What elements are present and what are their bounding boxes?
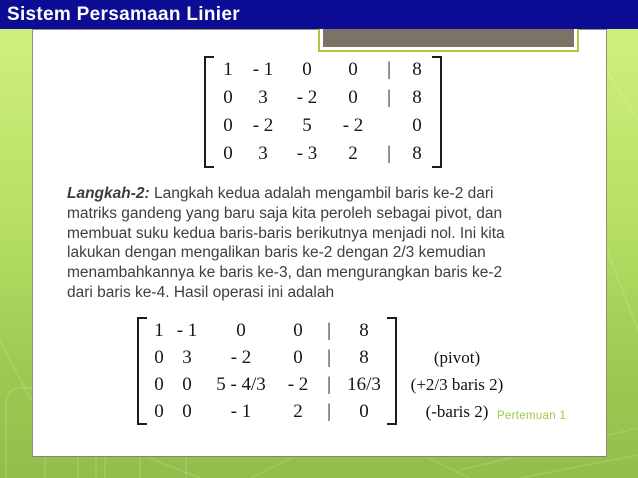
matrix-cell: 8 — [359, 346, 369, 368]
matrix-cell: 3 — [258, 143, 268, 164]
paragraph-line: menambahkannya ke baris ke-3, dan mengurangkan baris ke-2 — [67, 264, 503, 282]
matrix-cell: 2 — [293, 400, 303, 422]
matrix-cell: 5 - 4/3 — [216, 373, 266, 395]
paragraph-text: Langkah kedua adalah mengambil baris ke-2 dari — [149, 185, 494, 202]
matrix-cell: 8 — [412, 143, 422, 164]
matrix-left-bracket — [137, 317, 147, 425]
paragraph-line: matriks gandeng yang baru saja kita peroleh sebagai pivot, dan — [67, 204, 503, 222]
matrix-cell: 0 — [223, 87, 233, 108]
matrix-cell: - 2 — [287, 373, 309, 395]
matrix-augment-separator: | — [327, 346, 331, 368]
matrix-cell: 16/3 — [347, 373, 381, 395]
matrix-cell: 8 — [412, 59, 422, 80]
matrix-augment-separator: | — [327, 373, 331, 395]
matrix-cell: 0 — [154, 346, 164, 368]
row-operation-annotations — [382, 317, 532, 425]
matrix-right-bracket — [432, 56, 442, 168]
matrix-cell: 5 — [302, 115, 312, 136]
matrix-cell: 0 — [359, 400, 369, 422]
matrix-cell: 2 — [348, 143, 358, 164]
paragraph-line: lakukan dengan mengalikan baris ke-2 dengan 2/3 kemudian — [67, 244, 486, 262]
paragraph-line: dari baris ke-4. Hasil operasi ini adalah — [67, 283, 335, 301]
step-label: Langkah-2: — [67, 185, 150, 202]
matrix-cell: - 3 — [296, 143, 318, 164]
matrix-cell: 0 — [154, 373, 164, 395]
matrix-cell: 0 — [348, 59, 358, 80]
matrix-cell: 0 — [302, 59, 312, 80]
matrix-cell: 0 — [223, 115, 233, 136]
matrix-cell: 0 — [348, 87, 358, 108]
slide-title-bar — [0, 0, 638, 29]
matrix-cell: - 2 — [342, 115, 364, 136]
matrix-cell: - 1 — [230, 400, 252, 422]
matrix-grid — [147, 317, 387, 425]
augmented-matrix-1 — [204, 56, 442, 168]
matrix-augment-separator: | — [387, 87, 391, 108]
matrix-cell: 0 — [293, 319, 303, 341]
annotation-row4-operation: (-baris 2) — [425, 402, 489, 421]
picture-placeholder-box — [318, 29, 579, 52]
matrix-cell: 8 — [412, 87, 422, 108]
augmented-matrix-2 — [137, 317, 397, 425]
matrix-left-bracket — [204, 56, 214, 168]
matrix-cell: - 2 — [296, 87, 318, 108]
matrix-cell: 3 — [258, 87, 268, 108]
matrix-cell: - 1 — [252, 59, 274, 80]
annotation-pivot: (pivot) — [433, 348, 481, 367]
matrix-cell: - 1 — [176, 319, 198, 341]
matrix-augment-separator: | — [327, 400, 331, 422]
matrix-augment-separator: | — [387, 143, 391, 164]
matrix-cell: 0 — [223, 143, 233, 164]
matrix-cell: 0 — [293, 346, 303, 368]
annotation-row3-operation: (+2/3 baris 2) — [410, 375, 504, 394]
matrix-augment-separator: | — [387, 59, 391, 80]
matrix-cell: 3 — [182, 346, 192, 368]
matrix-cell: 8 — [359, 319, 369, 341]
paragraph-line — [67, 184, 579, 204]
annotation-spacer — [382, 317, 532, 344]
matrix-cell: 0 — [154, 400, 164, 422]
matrix-cell: 1 — [223, 59, 233, 80]
slide-title: Sistem Persamaan Linier — [7, 3, 240, 25]
matrix-cell: - 2 — [252, 115, 274, 136]
picture-placeholder-fill — [323, 29, 574, 47]
matrix-augment-separator: | — [327, 319, 331, 341]
step-description — [67, 184, 579, 303]
matrix-grid — [214, 56, 432, 168]
paragraph-line: membuat suku kedua baris-baris berikutnya menjadi nol. Ini kita — [67, 224, 505, 242]
matrix-cell: 0 — [182, 400, 192, 422]
matrix-cell: 0 — [236, 319, 246, 341]
matrix-cell: 0 — [412, 115, 422, 136]
matrix-cell: 1 — [154, 319, 164, 341]
slide-footer: Pertemuan 1 — [497, 410, 567, 422]
matrix-cell: 0 — [182, 373, 192, 395]
matrix-cell: - 2 — [230, 346, 252, 368]
